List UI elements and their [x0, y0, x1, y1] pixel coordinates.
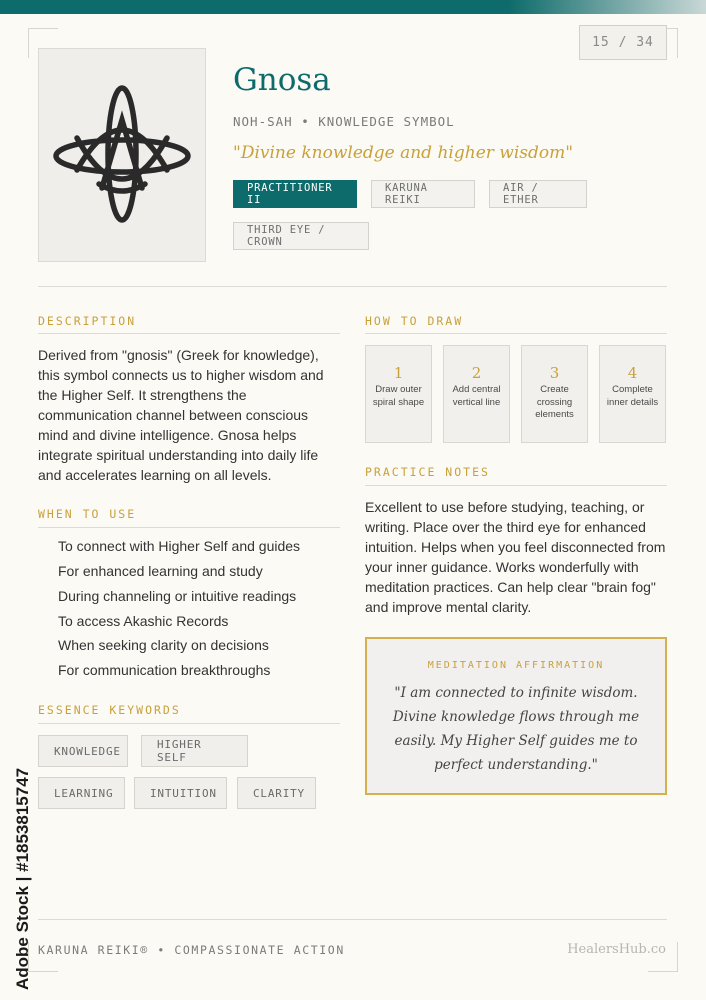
footer-system-label: KARUNA REIKI® • COMPASSIONATE ACTION — [38, 943, 345, 957]
when-to-use-item: For enhanced learning and study — [58, 563, 263, 579]
when-to-use-heading: WHEN TO USE — [38, 507, 137, 521]
keywords-heading: ESSENCE KEYWORDS — [38, 703, 181, 717]
affirmation-label: MEDITATION AFFIRMATION — [427, 660, 605, 671]
practice-notes-heading: PRACTICE NOTES — [365, 465, 490, 479]
keywords-divider — [38, 723, 340, 724]
draw-step-3 — [521, 345, 588, 443]
footer-divider — [38, 919, 667, 920]
draw-step-4 — [599, 345, 666, 443]
practice-notes-divider — [365, 485, 667, 486]
when-to-use-item: When seeking clarity on decisions — [58, 637, 269, 653]
draw-step-2 — [443, 345, 510, 443]
description-text: Derived from "gnosis" (Greek for knowledge), this symbol connects us to higher wisdom and the Higher Self. It strengthens the communication channel between conscious mind and divine intelligence. Gnosa helps integrate spiritual understanding into daily life and accelerates learning on all levels. — [38, 347, 324, 483]
how-to-draw-divider — [365, 333, 667, 334]
when-to-use-item: During channeling or intuitive readings — [58, 588, 297, 604]
step-number: 1 — [393, 364, 404, 382]
draw-step-1 — [365, 345, 432, 443]
keyword-tag: KNOWLEDGE — [38, 735, 128, 767]
step-number: 4 — [627, 364, 638, 382]
symbol-image-frame — [38, 48, 206, 262]
keyword-tag: INTUITION — [134, 777, 227, 809]
symbol-tagline: "Divine knowledge and higher wisdom" — [233, 143, 574, 163]
step-text: Complete inner details — [606, 384, 659, 408]
top-accent-bar — [0, 0, 706, 14]
step-number: 3 — [549, 364, 560, 382]
header-divider — [38, 286, 667, 287]
description-heading: DESCRIPTION — [38, 314, 137, 328]
step-number: 2 — [471, 364, 482, 382]
tag-chakra: THIRD EYE / CROWN — [233, 222, 369, 250]
affirmation-quote: "I am connected to infinite wisdom. Divine knowledge flows through me easily. My Higher Self guides me to perfect understanding." — [392, 685, 640, 773]
tag-practitioner-level: PRACTITIONER II — [233, 180, 357, 208]
tag-element: AIR / ETHER — [489, 180, 587, 208]
how-to-draw-heading: HOW TO DRAW — [365, 314, 464, 328]
symbol-pronunciation: NOH-SAH • KNOWLEDGE SYMBOL — [233, 114, 455, 129]
keyword-tag: CLARITY — [237, 777, 316, 809]
symbol-title: Gnosa — [233, 62, 331, 98]
step-text: Add central vertical line — [452, 384, 501, 408]
gnosa-symbol-icon — [47, 80, 197, 230]
affirmation-box — [365, 637, 667, 795]
page-number: 15 / 34 — [579, 25, 667, 60]
footer-brand: HealersHub.co — [567, 942, 666, 957]
when-to-use-item: For communication breakthroughs — [58, 662, 271, 678]
when-to-use-item: To connect with Higher Self and guides — [58, 538, 301, 554]
keyword-tag: HIGHER SELF — [141, 735, 248, 767]
when-to-use-divider — [38, 527, 340, 528]
step-text: Create crossing elements — [535, 384, 574, 420]
stock-watermark-id: Adobe Stock | #1853815747 — [13, 767, 32, 990]
step-text: Draw outer spiral shape — [372, 384, 425, 408]
tag-system: KARUNA REIKI — [371, 180, 475, 208]
practice-notes-text: Excellent to use before studying, teaching, or writing. Place over the third eye for enhanced intuition. Helps when you feel disconnected from your inner guidance. Works wonderfully with meditation practices. Can help clear "brain fog" and improve mental clarity. — [365, 499, 666, 615]
when-to-use-item: To access Akashic Records — [58, 613, 229, 629]
keyword-tag: LEARNING — [38, 777, 125, 809]
description-divider — [38, 333, 340, 334]
